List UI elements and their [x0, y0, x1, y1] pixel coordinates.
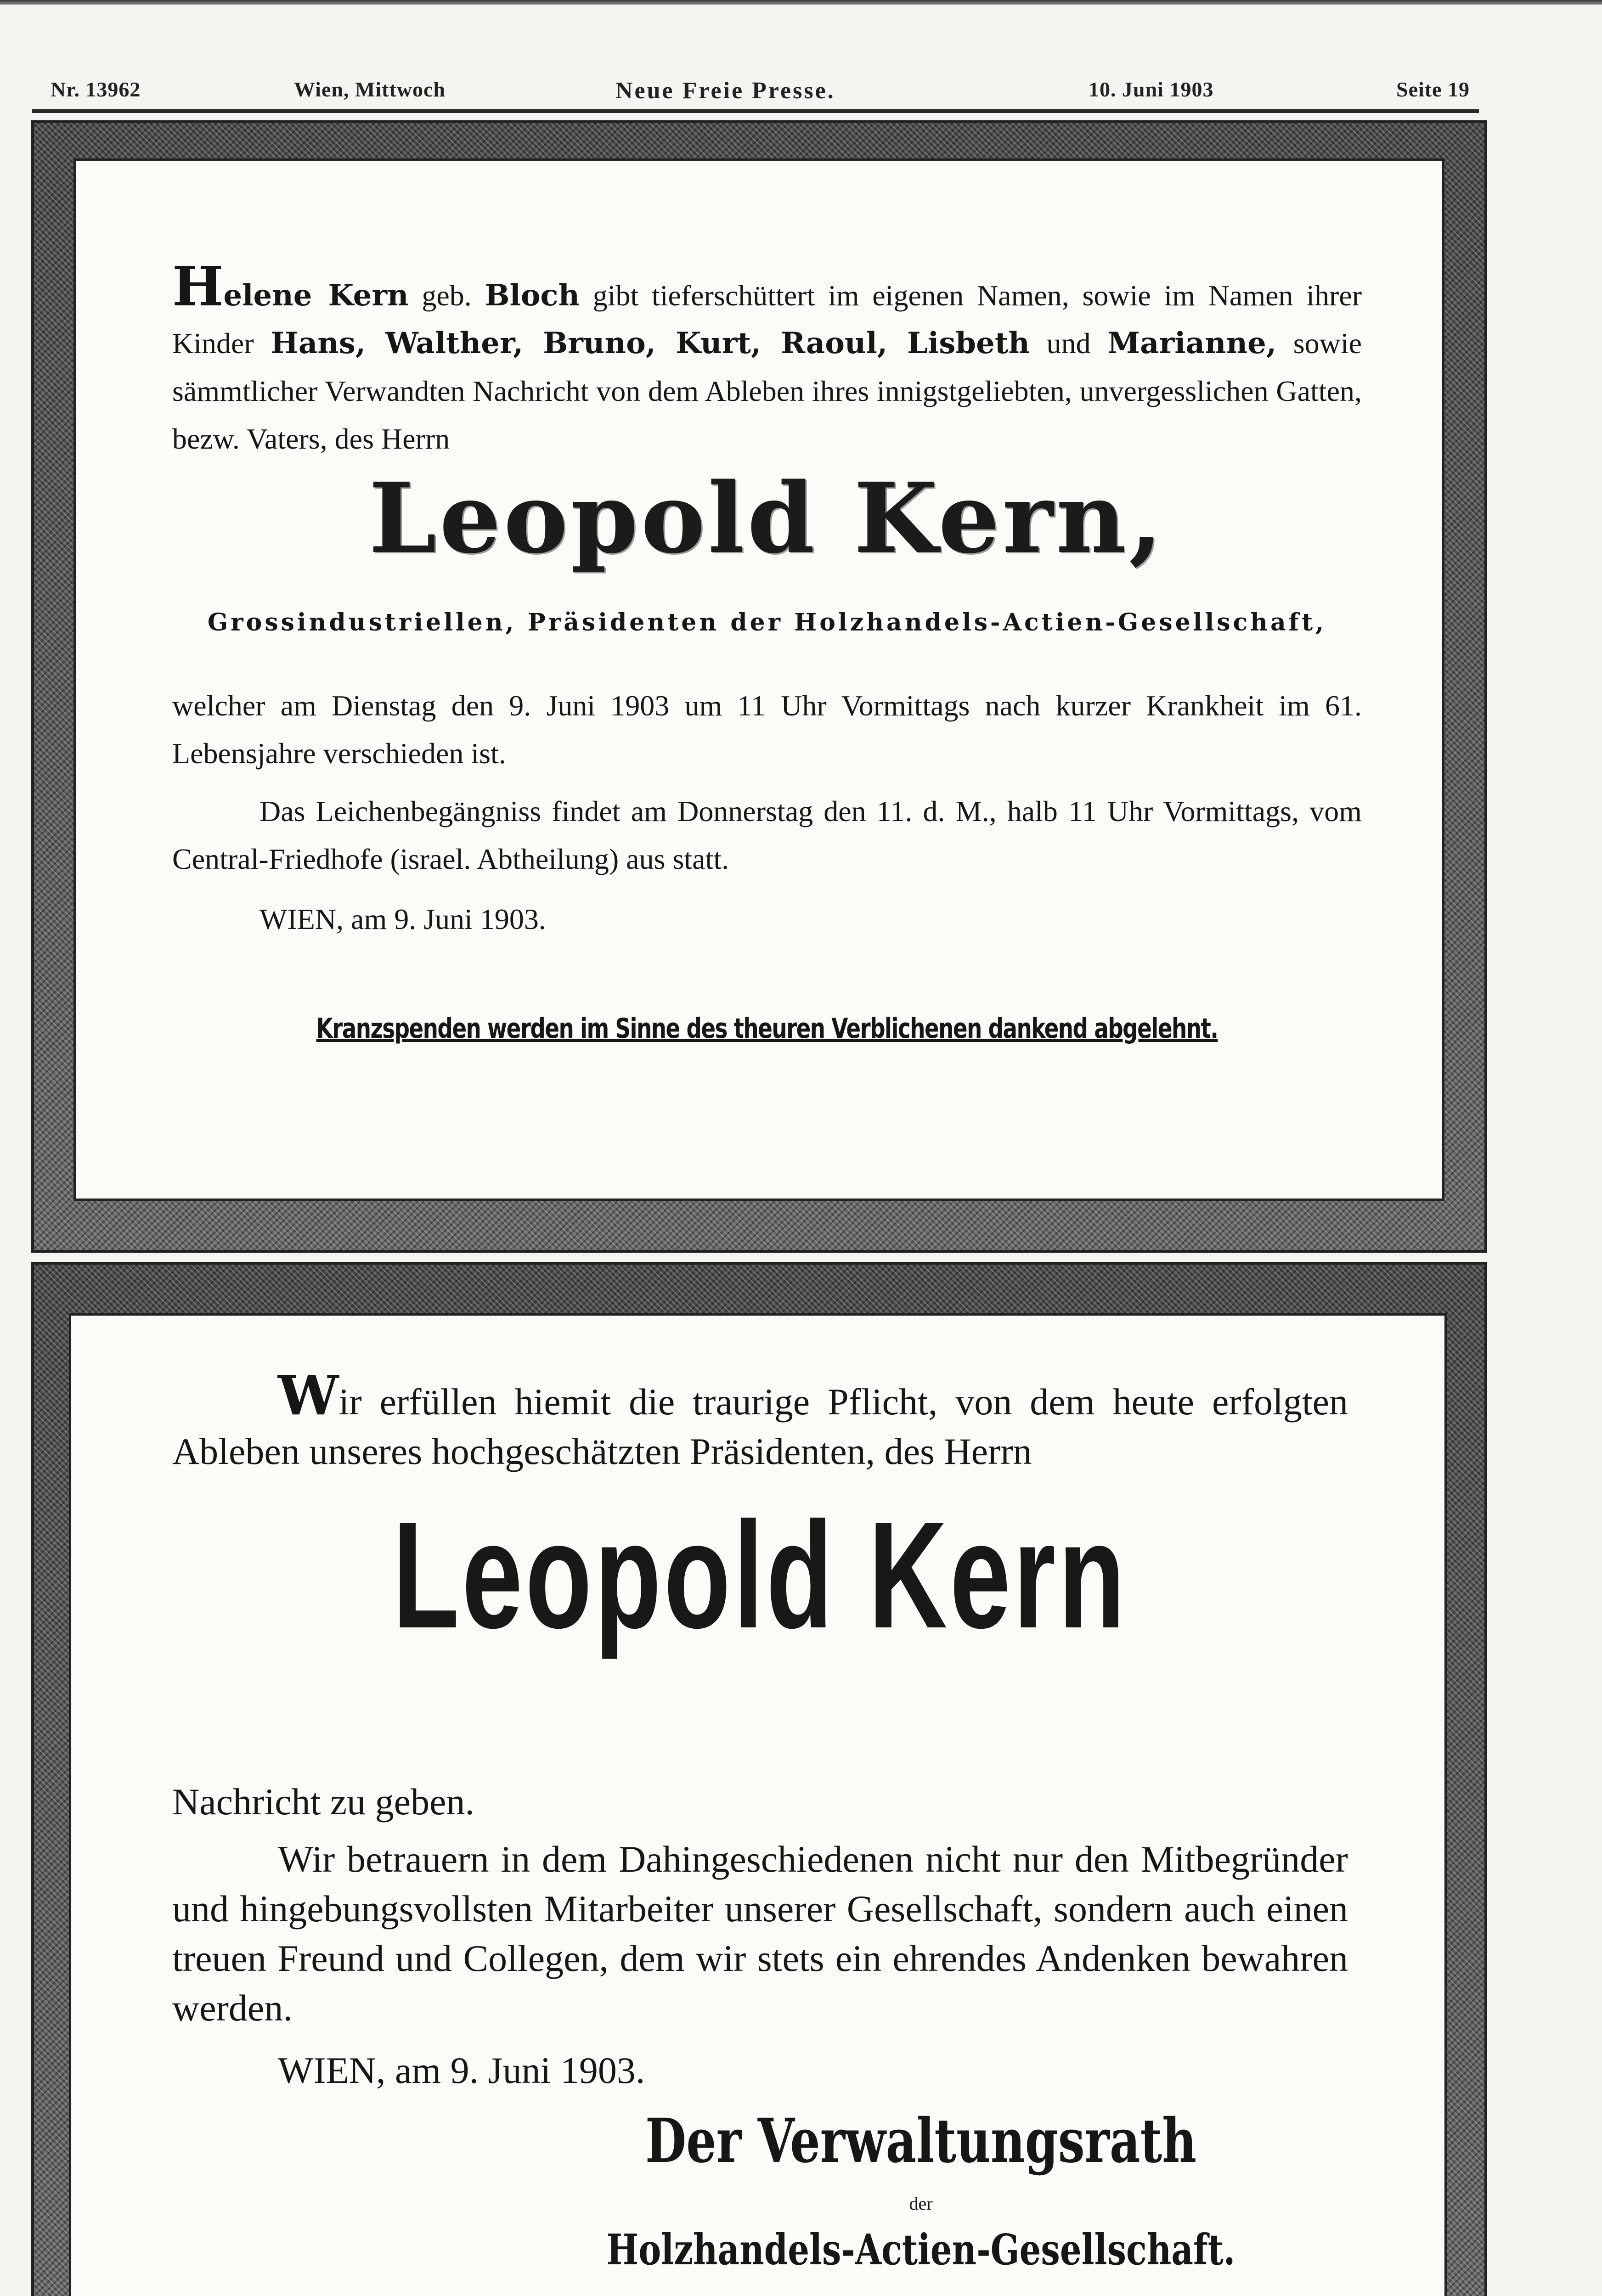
drop-cap-w: W — [278, 1363, 339, 1427]
place-day: Wien, Mittwoch — [294, 78, 446, 101]
paper-title: Neue Freie Presse. — [615, 78, 835, 104]
drop-cap-h: H — [172, 254, 224, 318]
place-date-2: WIEN, am 9. Juni 1903. — [278, 2049, 645, 2091]
place-date-1: WIEN, am 9. Juni 1903. — [259, 903, 546, 935]
notice-2-panel — [69, 1313, 1447, 2296]
notice-2-intro: Wir erfüllen hiemit die traurige Pflicht, von dem heute erfolgten Ableben unseres hochgeschätzten Präsidenten, des Herrn — [172, 1363, 1348, 1472]
notice-1-intro: Helene Kern geb. Bloch gibt tieferschüttert im eigenen Namen, sowie im Namen ihrer Kinder Hans, Walther, Bruno, Kurt, Raoul, Lisbeth und Marianne, sowie sämmtlicher Verwandten Nachricht von dem Ableben ihres innigstgeliebten, unvergesslichen Gatten, bezw. Vaters, des Herrn — [172, 254, 1362, 455]
children-names: Hans, Walther, Bruno, Kurt, Raoul, Lisbeth — [271, 326, 1030, 360]
issue-number: Nr. 13962 — [51, 78, 141, 101]
masthead — [0, 77, 1602, 114]
widow-name: elene Kern — [223, 278, 409, 313]
after-name-text: Nachricht zu geben. — [172, 1781, 474, 1823]
signature-company: Holzhandels-Actien-Gesellschaft. — [606, 2225, 1235, 2274]
issue-date: 10. Juni 1903 — [1089, 78, 1214, 101]
condolence-paragraph: Wir betrauern in dem Dahingeschiedenen nicht nur den Mitbegründer und hingebungsvollsten Mitarbeiter unserer Gesellschaft, sondern auch einen treuen Freund und Collegen, dem wir stets ein ehrendes Andenken bewahren werden. — [172, 1838, 1348, 2029]
deceased-name-2: Leopold Kern — [392, 1490, 1128, 1660]
last-child-name: Marianne, — [1107, 326, 1277, 360]
page-number: Seite 19 — [1396, 78, 1470, 101]
deceased-name-1: Leopold Kern, — [369, 461, 1165, 575]
top-edge-rule — [0, 0, 1602, 5]
deceased-title: Grossindustriellen, Präsidenten der Holzhandels-Actien-Gesellschaft, — [207, 608, 1327, 636]
signature-der: der — [909, 2193, 933, 2214]
signature-board: Der Verwaltungsrath — [645, 2105, 1197, 2177]
death-paragraph: welcher am Dienstag den 9. Juni 1903 um 11 Uhr Vormittags nach kurzer Krankheit im 61. Lebensjahre verschieden ist. — [172, 689, 1362, 770]
funeral-paragraph: Das Leichenbegängniss findet am Donnerstag den 11. d. M., halb 11 Uhr Vormittags, vom Central-Friedhofe (israel. Abtheilung) aus statt. — [172, 795, 1362, 875]
notice-1-panel — [73, 158, 1444, 1201]
masthead-rule — [32, 109, 1479, 113]
wreath-notice: Kranzspenden werden im Sinne des theuren Verblichenen dankend abgelehnt. — [316, 1013, 1218, 1045]
maiden-name: Bloch — [485, 278, 580, 313]
